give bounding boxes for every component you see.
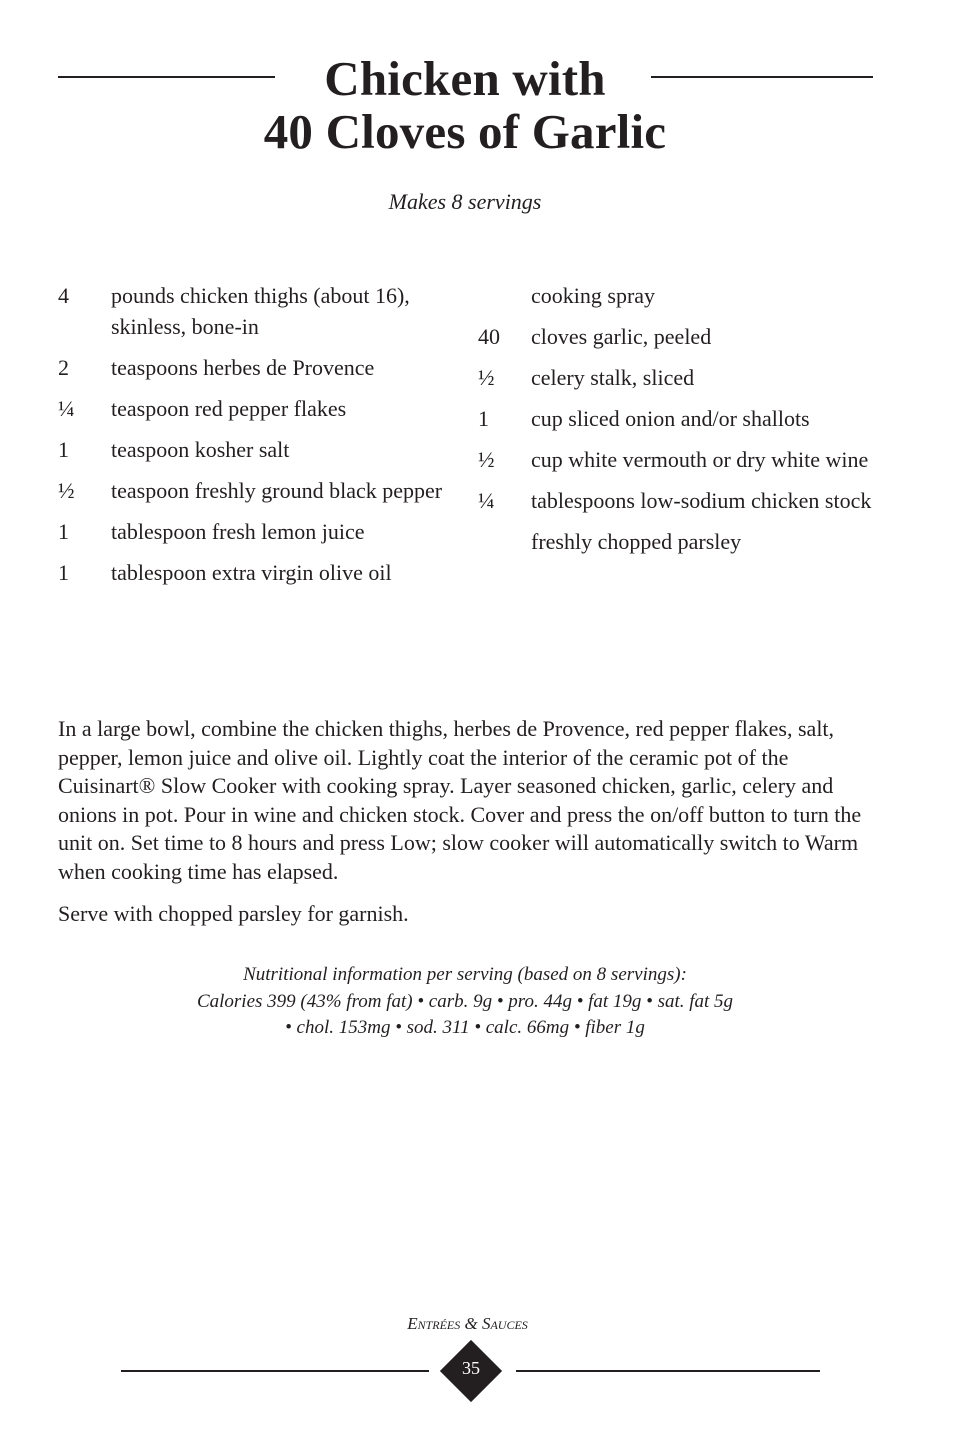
ingredient-text: tablespoons low-sodium chicken stock xyxy=(531,488,872,513)
footer-rule-left xyxy=(121,1370,429,1372)
recipe-title xyxy=(0,52,930,158)
ingredient-quantity xyxy=(478,526,531,557)
ingredient-text: teaspoon freshly ground black pepper xyxy=(111,478,443,503)
ingredient-text: cup sliced onion and/or shallots xyxy=(531,406,810,431)
ingredient-quantity: ½ xyxy=(478,365,495,390)
ingredient-quantity: 2 xyxy=(58,355,69,380)
ingredient-text: tablespoon fresh lemon juice xyxy=(111,519,365,544)
nutrition-line-2: Calories 399 (43% from fat) • carb. 9g • pro. 44g • fat 19g • sat. fat 5g xyxy=(196,990,734,1012)
ingredient-text: teaspoon red pepper flakes xyxy=(111,396,347,421)
ingredient-text: pounds chicken thighs (about 16), skinless, bone-in xyxy=(111,283,410,339)
ingredient-item xyxy=(478,526,898,557)
title-line-1: Chicken with xyxy=(324,51,606,106)
ingredient-quantity: 1 xyxy=(58,519,69,544)
ingredient-quantity: ½ xyxy=(58,478,75,503)
ingredient-item xyxy=(58,475,478,506)
ingredient-text: cooking spray xyxy=(531,283,656,308)
footer-rule-right xyxy=(516,1370,820,1372)
ingredient-item xyxy=(478,444,898,475)
ingredient-text: teaspoons herbes de Provence xyxy=(111,355,375,380)
section-name: Entrées & Sauces xyxy=(407,1314,528,1333)
ingredient-item xyxy=(478,280,898,311)
ingredient-quantity xyxy=(478,280,531,311)
serving-suggestion: Serve with chopped parsley for garnish. xyxy=(58,901,409,926)
ingredient-item xyxy=(58,280,478,342)
nutrition-info xyxy=(0,962,930,1042)
ingredient-quantity: 40 xyxy=(478,324,500,349)
ingredient-item xyxy=(58,393,478,424)
ingredient-text: cup white vermouth or dry white wine xyxy=(531,447,869,472)
page-number: 35 xyxy=(462,1358,480,1378)
ingredient-quantity: 1 xyxy=(58,560,69,585)
ingredient-quantity: 4 xyxy=(58,283,69,308)
ingredient-text: cloves garlic, peeled xyxy=(531,324,712,349)
nutrition-line-3: • chol. 153mg • sod. 311 • calc. 66mg • fiber 1g xyxy=(285,1017,645,1038)
ingredients-right-column xyxy=(478,280,898,567)
ingredient-item xyxy=(58,516,478,547)
ingredient-quantity: 1 xyxy=(478,406,489,431)
instructions-paragraph: In a large bowl, combine the chicken thighs, herbes de Provence, red pepper flakes, salt, pepper, lemon juice and olive oil. Lightly coat the interior of the ceramic pot of the Cuisinart® Slow Cooker with cooking spray. Layer seasoned chicken, garlic, celery and onions in pot. Pour in wine and chicken stock. Cover and press the on/off button to turn the unit on. Set time to 8 hours and press Low; slow cooker will automatically switch to Warm when cooking time has elapsed. xyxy=(58,716,862,884)
ingredient-text: freshly chopped parsley xyxy=(531,529,742,554)
ingredient-item xyxy=(478,485,898,516)
ingredient-quantity: ¼ xyxy=(478,488,495,513)
ingredient-quantity: ½ xyxy=(478,447,495,472)
ingredient-item xyxy=(478,362,898,393)
ingredient-quantity: 1 xyxy=(58,437,69,462)
ingredient-item xyxy=(58,352,478,383)
ingredient-text: tablespoon extra virgin olive oil xyxy=(111,560,392,585)
ingredient-item xyxy=(478,321,898,352)
ingredient-text: teaspoon kosher salt xyxy=(111,437,290,462)
ingredient-text: celery stalk, sliced xyxy=(531,365,695,390)
servings-note: Makes 8 servings xyxy=(388,189,542,214)
ingredient-item xyxy=(58,434,478,465)
title-line-2: 40 Cloves of Garlic xyxy=(263,104,667,159)
ingredient-item xyxy=(478,403,898,434)
ingredient-item xyxy=(58,557,478,588)
ingredients-left-column xyxy=(58,280,478,598)
ingredient-quantity: ¼ xyxy=(58,396,75,421)
nutrition-line-1: Nutritional information per serving (based on 8 servings): xyxy=(243,964,687,985)
